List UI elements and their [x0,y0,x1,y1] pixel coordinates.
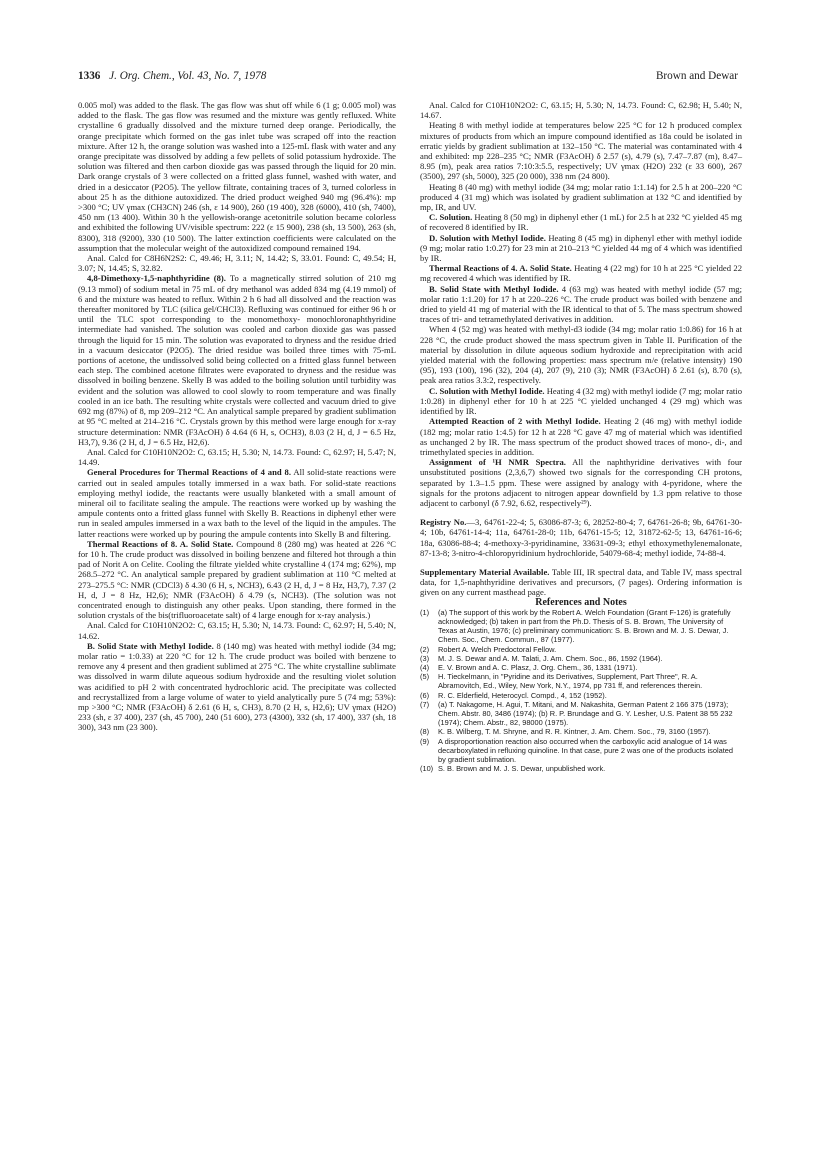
paragraph-heading: Supplementary Material Available. [420,566,550,577]
reference-item [420,645,742,654]
paragraph-text: Anal. Calcd for C8H6N2S2: C, 49.46; H, 3.11; N, 14.42; S, 33.01. Found: C, 49.54; H, 3.07; N, 14.45; S, 32.82. [78,253,396,274]
paragraph [420,567,742,598]
reference-number: (1) [420,607,430,617]
paragraph-text: Heating 8 (45 mg) in diphenyl ether with methyl iodide (9 mg; molar ratio 1:0.27) for 23 min at 210–213 °C yielded 44 mg of 4 which was identified by IR. [420,232,742,264]
reference-text: R. C. Elderfield, Heterocycl. Compd., 4, 152 (1952). [438,690,607,700]
paragraph [78,620,396,640]
paragraph [420,324,742,385]
reference-number: (9) [420,736,430,746]
reference-text: A disproportionation reaction also occurred when the carboxylic acid analogue of 14 was decarboxylated in refluxing quinoline. In that case, pure 2 was one of the products isolated by gradient sublimation. [438,736,733,764]
reference-number: (4) [420,662,430,672]
reference-item [420,608,742,645]
reference-item [420,737,742,765]
running-authors: Brown and Dewar [655,70,738,82]
journal-citation: J. Org. Chem., Vol. 43, No. 7, 1978 [109,70,267,82]
paragraph-heading: 4,8-Dimethoxy-1,5-naphthyridine (8). [87,273,226,284]
page-header [78,70,738,86]
paragraph [420,100,742,120]
paragraph-heading: B. Solid State with Methyl Iodide. [87,640,214,651]
references-list [420,608,742,774]
reference-number: (8) [420,727,430,737]
reference-item [420,700,742,728]
paragraph-text: Table III, IR spectral data, and Table IV, mass spectral data, for 1,5-naphthyridine derivatives and precursors, (7 pages). Ordering information is given on any current masthead page. [420,566,742,598]
right-column [420,100,742,773]
paragraph-heading: C. Solution. [429,212,473,223]
reference-text: Robert A. Welch Predoctoral Fellow. [438,644,557,654]
paragraph-heading: Thermal Reactions of 8. A. Solid State. [87,538,234,549]
paragraph-text: Heating 4 (22 mg) for 10 h at 225 °C yielded 22 mg recovered 4 which was identified by IR. [420,263,742,284]
reference-number: (3) [420,653,430,663]
reference-item [420,764,742,773]
reference-item [420,654,742,663]
reference-number: (10) [420,764,434,774]
paragraph-text: Anal. Calcd for C10H10N2O2: C, 63.15; H, 5.30; N, 14.73. Found: C, 62.97; H, 5.47; N, 14.49. [78,446,396,468]
paragraph-text: —3, 64761-22-4; 5, 63086-87-3; 6, 28252-80-4; 7, 64761-26-8; 9b, 64761-30-4; 10b, 64761-14-4; 11a, 64761-28-0; 11b, 64761-15-5; 12, 31872-62-5; 13, 64761-16-6; 18a, 63086-88-4; 4-methoxy-3-pyridinamine, 33631-09-3; ethyl ethoxymethylenemalonate, 87-13-8; 3-nitro-4-chloropyridinium hydrochloride, 54079-68-4; methyl iodide, 74-88-4. [420,517,742,558]
reference-text: S. B. Brown and M. J. S. Dewar, unpublished work. [438,764,606,774]
paragraph [78,641,396,733]
paragraph-text: Anal. Calcd for C10H10N2O2: C, 63.15; H, 5.30; N, 14.73. Found: C, 62.98; H, 5.40; N, 14.67. [420,100,742,121]
right-column-paragraphs [420,100,742,598]
paragraph [420,212,742,232]
paragraph-heading: Registry No. [420,517,467,528]
reference-text: H. Tieckelmann, in "Pyridine and its Derivatives, Supplement, Part Three", R. A. Abramovitch, Ed., Wiley, New York, N.Y., 1974, pp 731 ff, and references therein. [438,672,703,691]
paragraph-text: Compound 8 (280 mg) was heated at 226 °C for 10 h. The crude product was dissolved in boiling benzene and filtered hot through a thin pad of Norit A on Celite. Cooling the filtrate yielded white crystalline 4 (174 mg; 62%), mp 268.5–272 °C. An analytical sample prepared by gradient sublimation at 110 °C melted at 273–275.5 °C: NMR (CDCl3) δ 4.30 (6 H, s, NCH3), 6.43 (2 H, d, J = 8 Hz, H3,7), 7.37 (2 H, d, J = 8 Hz, H2,6); NMR (F3AcOH) δ 4.79 (s, NCH3). (The solution was not concentrated enough to distinguish any other peaks. Upon standing, there formed in the solution crystals of the bis(trifluoroacetate salt) of 4 large enough for x-ray analysis.) [78,538,396,621]
paragraph [420,182,742,213]
reference-number: (6) [420,690,430,700]
reference-text: (a) T. Nakagome, H. Agui, T. Mitani, and M. Nakashita, German Patent 2 166 375 (1973); Chem. Abstr. 80, 3486 (1974); (b) R. P. Brundage and G. Y. Lesher, U.S. Patent 38 55 232 (1974); Chem. Abstr., 82, 98000 (1975). [438,699,733,728]
paragraph [420,386,742,417]
paragraph [420,233,742,264]
paragraph-text: Anal. Calcd for C10H10N2O2: C, 63.15; H, 5.30; N, 14.73. Found: C, 62.97; H, 5.40; N, 14.62. [78,620,396,641]
paragraph-text: 4 (63 mg) was heated with methyl iodide (57 mg; molar ratio 1:1.20) for 17 h at 220–226 °C. The crude product was boiled with benzene and dried to yield 41 mg of material with the IR identical to that of 5. The mass spectrum showed traces of tri- and tetramethylated derivatives in addition. [420,283,742,325]
paragraph-text: Heating 8 with methyl iodide at temperatures below 225 °C for 12 h produced complex mixtures of products from which an impure compound identified as 18a could be isolated in erratic yields by gradient sublimation at 132–150 °C. The material was contaminated with 4 and exhibited: mp 228–235 °C; NMR (F3AcOH) δ 2.57 (s), 4.79 (s), 7.47–7.87 (m), 8.47–8.95 (m), peak area ratios 7:10:3:5.5, respectively; UV γmax (H2O) 232 (ε 33 600), 267 (3500), 297 (sh, 5000), 325 (20 000), 338 nm (24 800). [420,120,742,182]
paragraph [78,539,396,621]
paragraph [420,263,742,283]
references-title: References and Notes [535,596,627,608]
paragraph-gap [420,558,742,567]
reference-text: E. V. Brown and A. C. Plasz, J. Org. Chem., 36, 1331 (1971). [438,662,638,672]
reference-item [420,663,742,672]
paragraph-text: Heating 4 (32 mg) with methyl iodide (7 mg; molar ratio 1:0.28) in diphenyl ether for 10 h at 225 °C yielded unchanged 4 (29 mg) which was identified by IR. [420,385,742,417]
paragraph [420,120,742,181]
paragraph [420,457,742,508]
page-number: 1336 [78,70,101,82]
reference-text: (a) The support of this work by the Robert A. Welch Foundation (Grant F-126) is gratefully acknowledged; (b) taken in part from the Ph.D. Thesis of S. B. Brown, The University of Texas at Austin, 1976; (c) preliminary communication: S. B. Brown and M. J. S. Dewar, J. Chem. Soc., Chem. Commun., 87 (1977). [438,607,731,645]
paragraph [78,467,396,538]
paragraph [78,100,396,253]
paragraph-text: 8 (140 mg) was heated with methyl iodide (34 mg; molar ratio = 1:0.33) at 220 °C for 12 h. The crude product was boiled with benzene to remove any 4 present and then gradient sublimed at 275 °C. The white crystalline sublimate was dissolved in warm dilute aqueous sodium hydroxide and the resulting violet solution was acidified to pH 2 with concentrated hydrochloric acid. The precipitate was collected and recrystallized from a large volume of water to yield analytically pure 5 (74 mg; 53%): mp >300 °C; NMR (F3AcOH) δ 2.61 (6 H, s, CH3), 8.70 (2 H, s, H2,6); UV γmax (H2O) 233 (sh, ε 37 400), 237 (sh, 45 700), 240 (51 600), 273 (4300), 332 (sh, 17 400), 337 (sh, 18 300), 343 nm (23 300). [78,640,396,733]
reference-item [420,727,742,736]
paragraph-heading: General Procedures for Thermal Reactions of 4 and 8. [87,467,291,478]
paragraph-heading: B. Solid State with Methyl Iodide. [429,283,559,294]
paragraph-text: Heating 8 (50 mg) in diphenyl ether (1 mL) for 2.5 h at 232 °C yielded 45 mg of recovered 8 identified by IR. [420,212,742,233]
paragraph [420,416,742,457]
paragraph-text: When 4 (52 mg) was heated with methyl-d3 iodide (34 mg; molar ratio 1:0.86) for 16 h at 228 °C, the crude product showed the mass spectrum given in Table II. Purification of the material by dissolution in dilute aqueous sodium hydroxide and reprecipitation with acid yielded material with the following properties: mass spectrum m/e (relative intensity) 190 (95), 193 (100), 196 (32), 204 (4), 207 (9), 210 (3); NMR (F3AcOH) δ 2.61 (s), 8.70 (s), peak area ratios 3.3:2, respectively. [420,324,742,386]
left-column [78,100,396,733]
paragraph [78,273,396,446]
paragraph-heading: Attempted Reaction of 2 with Methyl Iodide. [429,416,601,427]
reference-number: (2) [420,644,430,654]
paragraph-text: Heating 2 (46 mg) with methyl iodide (182 mg; molar ratio 1:4.5) for 12 h at 228 °C gave 47 mg of material which was identified as unchanged 2 by IR. The mass spectrum of the product showed traces of mono-, di-, and trimethylated species in addition. [420,416,742,457]
reference-item [420,691,742,700]
paragraph [78,253,396,273]
paragraph-heading: C. Solution with Methyl Iodide. [429,385,545,396]
reference-item [420,672,742,690]
paragraph [420,284,742,325]
paragraph-heading: Thermal Reactions of 4. A. Solid State. [429,263,572,274]
paragraph-text: All the naphthyridine derivatives with four unsubstituted positions (2,3,6,7) showed two signals for the corresponding CH protons, separated by 1.3–1.5 ppm. These were assigned by analogy with 4-pyridone, where the signals for the protons adjacent to nitrogen appear downfield by 1.3 ppm relative to those adjacent to carbonyl (δ 7.92, 6.62, respectively²⁹). [420,457,742,508]
paragraph-text: To a magnetically stirred solution of 210 mg (9.13 mmol) of sodium metal in 75 mL of dry methanol was added 834 mg (4.19 mmol) of 6 and the mixture was heated to reflux. Within 2 h 6 had all dissolved and the reaction was thereafter monitored by TLC (silica gel/CHCl3). Refluxing was continued for either 96 h or until the TLC spot corresponding to the monomethoxy- monochloronaphthyridine intermediate had vanished. The solution was cooled and carbon dioxide gas was passed through the liquid for 15 min. The solution was evaporated to dryness and the residue dried in a vacuum desiccator (P2O5). The dried residue was boiled three times with 75-mL portions of acetone, the undissolved solid being collected on a fritted glass funnel between each step. The combined acetone filtrates were evaporated to dryness and the residue was dissolved in boiling benzene. Skelly B was added to the boiling solution until turbidity was evident and the solution was allowed to cool slowly to room temperature and was finally cooled in an ice bath. The resulting white crystals were collected and vacuum dried to give 692 mg (87%) of 8, mp 209–212 °C. An analytical sample prepared by gradient sublimation at 95 °C melted at 214–216 °C. Crystals grown by this method were large enough for x-ray structure determination: NMR (F3AcOH) δ 4.64 (6 H, s, OCH3), 8.03 (2 H, d, J = 6.5 Hz, H3,7), 9.36 (2 H, d, J = 6.5 Hz, H2,6). [78,273,397,447]
paragraph-heading: Assignment of ¹H NMR Spectra. [429,457,566,468]
reference-number: (5) [420,672,430,682]
paragraph-heading: D. Solution with Methyl Iodide. [429,232,546,243]
paragraph [78,447,396,467]
paragraph-text: All solid-state reactions were carried out in sealed ampules totally immersed in a wax bath. For solid-state reactions employing methyl iodide, the reactants were usually blanketed with a small amount of mineral oil to facilitate sealing the ampule. The reactions were worked up by washing the ampule contents onto a fritted glass funnel with Skelly B. Reactions in diphenyl ether were run in sealed ampules immersed in a wax bath to the level of the liquid in the ampules. The latter reactions were worked up by pouring the ampule contents into Skelly B and filtering. [78,467,396,539]
paragraph-text: Heating 8 (40 mg) with methyl iodide (34 mg; molar ratio 1:1.14) for 2.5 h at 200–220 °C produced 4 (31 mg) which was isolated by gradient sublimation at 132 °C and identified by mp, IR, and UV. [420,181,742,213]
reference-number: (7) [420,699,430,709]
reference-text: K. B. Wilberg, T. M. Shryne, and R. R. Kintner, J. Am. Chem. Soc., 79, 3160 (1957). [438,727,711,737]
paragraph-gap [420,508,742,517]
paragraph [420,517,742,558]
paragraph-text: 0.005 mol) was added to the flask. The gas flow was shut off while 6 (1 g; 0.005 mol) was added to the flask. The gas flow was resumed and the mixture was gently refluxed. White crystalline 6 gradually dissolved and the mixture turned deep orange. Periodically, the orange precipitate which formed on the gas inlet tube was scraped off into the reaction mixture. After 12 h, the orange solution was washed into a 125-mL flask with water and any orange precipitate was dissolved by adding a few pellets of solid potassium hydroxide. The solution was filtered and then carbon dioxide gas was passed through the liquid for 20 min. Dark orange crystals of 3 were collected on a fritted glass funnel, washed with water, and dried in a desiccator (P2O5). The yellow filtrate, containing traces of 3, turned colorless in about 25 h as the dithione autoxidized. The dried product weighed 940 mg (96.4%): mp >300 °C; UV γmax (CH3CN) 246 (sh, ε 14 900), 260 (19 400), 328 (6000), 410 (sh, 7400), 450 nm (13 400). Within 30 h the yellowish-orange acetonitrile solution became colorless and exhibited the following UV/visible spectrum: 222 (ε 15 900), 238 (sh, 13 500), 263 (sh, 8300), 318 (9200), 330 (10 500). The latter extinction coefficients were calculated on the assumption that the molecular weight of the autoxidized compound remained 194. [78,100,396,253]
reference-text: M. J. S. Dewar and A. M. Talati, J. Am. Chem. Soc., 86, 1592 (1964). [438,653,663,663]
